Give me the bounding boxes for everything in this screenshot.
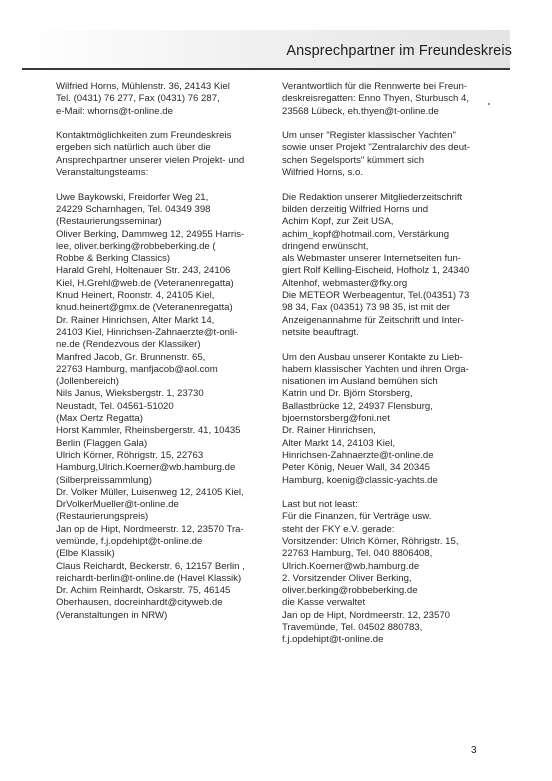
- text-line: reichardt-berlin@t-online.de (Havel Klassik): [56, 572, 242, 584]
- text-line: Um den Ausbau unserer Kontakte zu Lieb-: [282, 351, 463, 363]
- text-line: Peter König, Neuer Wall, 34 20345: [282, 462, 430, 474]
- text-line: Knud Heinert, Roonstr. 4, 24105 Kiel,: [56, 290, 215, 302]
- text-line: (Elbe Klassik): [56, 548, 115, 560]
- left-column: [56, 81, 270, 634]
- text-line: ne.de (Rendezvous der Klassiker): [56, 339, 201, 351]
- text-line: Hamburg,Ulrich.Koerner@wb.hamburg.de: [56, 462, 236, 474]
- text-line: Hinrichsen-Zahnaerzte@t-online.de: [282, 449, 434, 461]
- text-line: Dr. Rainer Hinrichsen, Alter Markt 14,: [56, 314, 215, 326]
- text-line: (Jollenbereich): [56, 376, 119, 388]
- text-line: Travemünde, Tel. 04502 880783,: [282, 622, 423, 634]
- text-line: deskreisregatten: Enno Thyen, Sturbusch 4,: [282, 93, 470, 105]
- text-line: Robbe & Berking Classics): [56, 253, 171, 265]
- paragraph: [282, 352, 506, 487]
- text-line: Veranstaltungsteams:: [56, 167, 149, 179]
- text-line: Für die Finanzen, für Verträge usw.: [282, 511, 432, 523]
- text-line: Ulrich.Koerner@wb.hamburg.de: [282, 560, 420, 572]
- text-line: 22763 Hamburg, Tel. 040 8806408,: [282, 548, 433, 560]
- text-line: 23568 Lübeck, eh.thyen@t-online.de: [282, 105, 439, 117]
- text-line: e-Mail: whorns@t-online.de: [56, 105, 173, 117]
- text-line: Altenhof, webmaster@fky.org: [282, 277, 408, 289]
- text-line: 22763 Hamburg, manfjacob@aol.com: [56, 363, 218, 375]
- text-line: (Veranstaltungen in NRW): [56, 609, 168, 621]
- header-rule: [22, 68, 510, 70]
- text-line: steht der FKY e.V. gerade:: [282, 523, 395, 535]
- text-line: habern klassischer Yachten und ihren Orga-: [282, 363, 469, 375]
- text-line: 2. Vorsitzender Oliver Berking,: [282, 572, 412, 584]
- text-line: 24229 Scharnhagen, Tel. 04349 398: [56, 203, 211, 215]
- text-line: f.j.opdehipt@t-online.de: [282, 634, 384, 646]
- paragraph: [56, 81, 270, 118]
- paragraph: [282, 130, 506, 179]
- text-line: 24103 Kiel, Hinrichsen-Zahnaerzte@t-onli-: [56, 326, 238, 338]
- text-line: Ansprechpartner unserer vielen Projekt- und: [56, 154, 245, 166]
- paragraph: [282, 192, 506, 340]
- text-line: Horst Kammler, Rheinsbergerstr. 41, 10435: [56, 425, 241, 437]
- text-line: Kontaktmöglichkeiten zum Freundeskreis: [56, 130, 232, 142]
- text-line: Tel. (0431) 76 277, Fax (0431) 76 287,: [56, 93, 220, 105]
- text-line: Wilfried Horns, s.o.: [282, 167, 364, 179]
- text-line: Nils Janus, Wieksbergstr. 1, 23730: [56, 388, 204, 400]
- page-number: 3: [471, 745, 477, 756]
- text-line: Katrin und Dr. Björn Storsberg,: [282, 388, 413, 400]
- text-line: Hamburg, koenig@classic-yachts.de: [282, 474, 438, 486]
- text-line: oliver.berking@robbeberking.de: [282, 585, 418, 597]
- text-line: Dr. Achim Reinhardt, Oskarstr. 75, 46145: [56, 585, 231, 597]
- text-line: Manfred Jacob, Gr. Brunnenstr. 65,: [56, 351, 206, 363]
- print-speck: [488, 103, 490, 105]
- paragraph: [282, 81, 506, 118]
- text-line: bjoernstorsberg@foni.net: [282, 413, 390, 425]
- text-line: schen Segelsports" kümmert sich: [282, 154, 425, 166]
- text-line: ergeben sich natürlich auch über die: [56, 142, 211, 154]
- text-line: lee, oliver.berking@robbeberking.de (: [56, 240, 216, 252]
- text-line: Anzeigenannahme für Zeitschrift und Inter-: [282, 314, 464, 326]
- text-line: (Restaurierungspreis): [56, 511, 149, 523]
- text-line: giert Rolf Kelling-Eischeid, Hofholz 1, 24340: [282, 265, 470, 277]
- text-line: Neustadt, Tel. 04561-51020: [56, 400, 174, 412]
- text-line: sowie unser Projekt "Zentralarchiv des deut-: [282, 142, 470, 154]
- text-line: knud.heinert@gmx.de (Veteranenregatta): [56, 302, 233, 314]
- text-line: (Max Oertz Regatta): [56, 413, 143, 425]
- text-line: bilden derzeitig Wilfried Horns und: [282, 203, 429, 215]
- text-line: achim_kopf@hotmail.com, Verstärkung: [282, 228, 450, 240]
- text-line: (Silberpreissammlung): [56, 474, 152, 486]
- text-line: Uwe Baykowski, Freidorfer Weg 21,: [56, 191, 209, 203]
- text-line: Die METEOR Werbeagentur, Tel.(04351) 73: [282, 290, 470, 302]
- text-line: Jan op de Hipt, Nordmeerstr. 12, 23570 Tra-: [56, 523, 244, 535]
- text-line: dringend erwünscht,: [282, 240, 369, 252]
- paragraph: [56, 192, 270, 622]
- text-line: netsite beauftragt.: [282, 326, 359, 338]
- text-line: Dr. Volker Müller, Luisenweg 12, 24105 Kiel,: [56, 486, 244, 498]
- text-line: Jan op de Hipt, Nordmeerstr. 12, 23570: [282, 609, 450, 621]
- text-line: Kiel, H.Grehl@web.de (Veteranenregatta): [56, 277, 234, 289]
- text-line: Last but not least:: [282, 499, 358, 511]
- text-line: die Kasse verwaltet: [282, 597, 366, 609]
- text-line: Oberhausen, docreinhardt@cityweb.de: [56, 597, 223, 609]
- text-line: Berlin (Flaggen Gala): [56, 437, 148, 449]
- text-line: Vorsitzender: Ulrich Körner, Röhrigstr. 15,: [282, 535, 459, 547]
- right-column: [282, 81, 506, 659]
- text-line: als Webmaster unserer Internetseiten fun-: [282, 253, 461, 265]
- text-line: Claus Reichardt, Beckerstr. 6, 12157 Berlin ,: [56, 560, 245, 572]
- text-line: Alter Markt 14, 24103 Kiel,: [282, 437, 396, 449]
- text-line: Die Redaktion unserer Mitgliederzeitschrift: [282, 191, 463, 203]
- text-line: Achim Kopf, zur Zeit USA,: [282, 216, 394, 228]
- page-title: Ansprechpartner im Freundeskreis: [286, 43, 512, 59]
- text-line: vemünde, f.j.opdehipt@t-online.de: [56, 535, 203, 547]
- text-line: (Restaurierungsseminar): [56, 216, 162, 228]
- text-line: Dr. Rainer Hinrichsen,: [282, 425, 376, 437]
- text-line: DrVolkerMueller@t-online.de: [56, 499, 179, 511]
- text-line: Um unser "Register klassischer Yachten": [282, 130, 456, 142]
- text-line: Verantwortlich für die Rennwerte bei Freun-: [282, 81, 468, 92]
- text-line: nisationen im Ausland bemühen sich: [282, 376, 438, 388]
- paragraph: [282, 499, 506, 647]
- text-line: Ulrich Körner, Röhrigstr. 15, 22763: [56, 449, 204, 461]
- text-line: Ballastbrücke 12, 24937 Flensburg,: [282, 400, 433, 412]
- text-line: Oliver Berking, Dammweg 12, 24955 Harris-: [56, 228, 245, 240]
- text-line: Harald Grehl, Holtenauer Str. 243, 24106: [56, 265, 231, 277]
- text-line: Wilfried Horns, Mühlenstr. 36, 24143 Kiel: [56, 81, 230, 92]
- paragraph: [56, 130, 270, 179]
- text-line: 98 34, Fax (04351) 73 98 35, ist mit der: [282, 302, 450, 314]
